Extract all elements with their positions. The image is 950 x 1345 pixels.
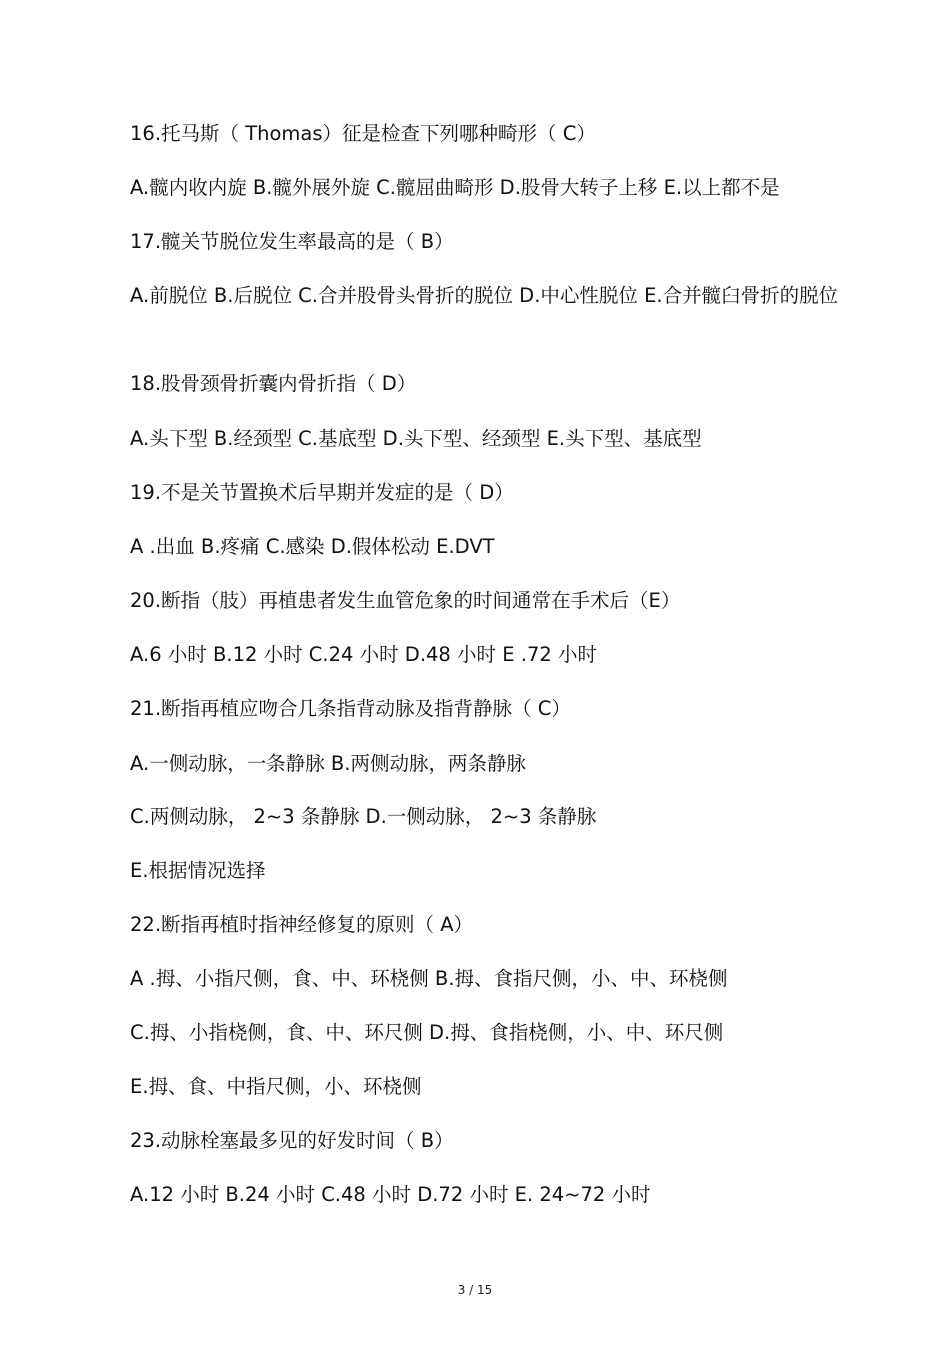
question-19: 19.不是关节置换术后早期并发症的是（ D） xyxy=(130,481,514,504)
options-21-ab: A.一侧动脉，一条静脉 B.两侧动脉，两条静脉 xyxy=(130,752,526,775)
options-20: A.6 小时 B.12 小时 C.24 小时 D.48 小时 E .72 小时 xyxy=(130,643,597,666)
options-21-cd: C.两侧动脉， 2~3 条静脉 D.一侧动脉， 2~3 条静脉 xyxy=(130,805,597,828)
options-22-ab: A .拇、小指尺侧，食、中、环桡侧 B.拇、食指尺侧，小、中、环桡侧 xyxy=(130,967,728,990)
options-23: A.12 小时 B.24 小时 C.48 小时 D.72 小时 E. 24~72 小时 xyxy=(130,1183,651,1206)
options-19: A .出血 B.疼痛 C.感染 D.假体松动 E.DVT xyxy=(130,535,495,558)
question-22: 22.断指再植时指神经修复的原则（ A） xyxy=(130,913,474,936)
question-17: 17.髋关节脱位发生率最高的是（ B） xyxy=(130,230,454,253)
question-16: 16.托马斯（ Thomas）征是检查下列哪种畸形（ C） xyxy=(130,122,596,145)
question-21: 21.断指再植应吻合几条指背动脉及指背静脉（ C） xyxy=(130,697,571,720)
options-22-e: E.拇、食、中指尺侧，小、环桡侧 xyxy=(130,1075,422,1098)
options-18: A.头下型 B.经颈型 C.基底型 D.头下型、经颈型 E.头下型、基底型 xyxy=(130,427,702,450)
question-20: 20.断指（肢）再植患者发生血管危象的时间通常在手术后（E） xyxy=(130,589,681,612)
options-16: A.髋内收内旋 B.髋外展外旋 C.髋屈曲畸形 D.股骨大转子上移 E.以上都不是 xyxy=(130,176,780,199)
options-21-e: E.根据情况选择 xyxy=(130,859,266,882)
page-number: 3 / 15 xyxy=(457,1283,493,1297)
question-18: 18.股骨颈骨折囊内骨折指（ D） xyxy=(130,372,417,395)
options-17: A.前脱位 B.后脱位 C.合并股骨头骨折的脱位 D.中心性脱位 E.合并髋臼骨折的脱位 xyxy=(130,284,839,307)
options-22-cd: C.拇、小指桡侧，食、中、环尺侧 D.拇、食指桡侧，小、中、环尺侧 xyxy=(130,1021,724,1044)
question-23: 23.动脉栓塞最多见的好发时间（ B） xyxy=(130,1129,454,1152)
